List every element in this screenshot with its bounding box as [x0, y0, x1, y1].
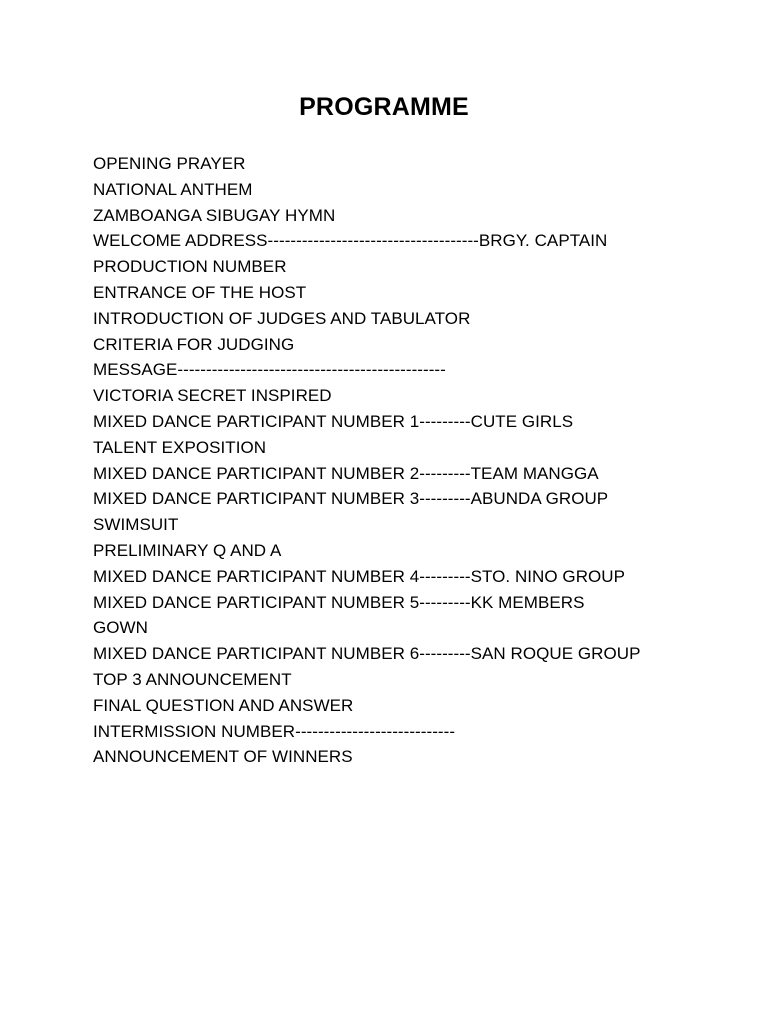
programme-item: ENTRANCE OF THE HOST	[93, 282, 307, 302]
programme-item: CRITERIA FOR JUDGING	[93, 334, 295, 354]
programme-item: MESSAGE-----------------------------------------------	[93, 360, 446, 380]
programme-item: PRODUCTION NUMBER	[93, 257, 287, 277]
programme-item: OPENING PRAYER	[93, 154, 246, 173]
programme-list	[93, 151, 733, 770]
programme-item: SWIMSUIT	[93, 515, 179, 535]
programme-item: FINAL QUESTION AND ANSWER	[93, 695, 354, 715]
programme-item: MIXED DANCE PARTICIPANT NUMBER 4---------STO. NINO GROUP	[93, 566, 626, 586]
page-title: PROGRAMME	[299, 93, 469, 121]
programme-item: ZAMBOANGA SIBUGAY HYMN	[93, 205, 336, 225]
programme-item: MIXED DANCE PARTICIPANT NUMBER 5---------KK MEMBERS	[93, 592, 585, 612]
programme-item: WELCOME ADDRESS-------------------------------------BRGY. CAPTAIN	[93, 231, 608, 251]
programme-item: MIXED DANCE PARTICIPANT NUMBER 3---------ABUNDA GROUP	[93, 489, 609, 509]
programme-item: MIXED DANCE PARTICIPANT NUMBER 1---------CUTE GIRLS	[93, 411, 574, 431]
programme-item: NATIONAL ANTHEM	[93, 179, 253, 199]
programme-item: PRELIMINARY Q AND A	[93, 540, 282, 560]
programme-item: MIXED DANCE PARTICIPANT NUMBER 2---------TEAM MANGGA	[93, 463, 599, 483]
programme-item: TOP 3 ANNOUNCEMENT	[93, 669, 292, 689]
programme-item: TALENT EXPOSITION	[93, 437, 267, 457]
programme-item: GOWN	[93, 618, 148, 638]
programme-item: INTRODUCTION OF JUDGES AND TABULATOR	[93, 308, 471, 328]
programme-item: VICTORIA SECRET INSPIRED	[93, 386, 332, 406]
programme-item: MIXED DANCE PARTICIPANT NUMBER 6---------SAN ROQUE GROUP	[93, 644, 641, 664]
programme-item: INTERMISSION NUMBER----------------------------	[93, 721, 456, 741]
programme-item: ANNOUNCEMENT OF WINNERS	[93, 747, 353, 767]
